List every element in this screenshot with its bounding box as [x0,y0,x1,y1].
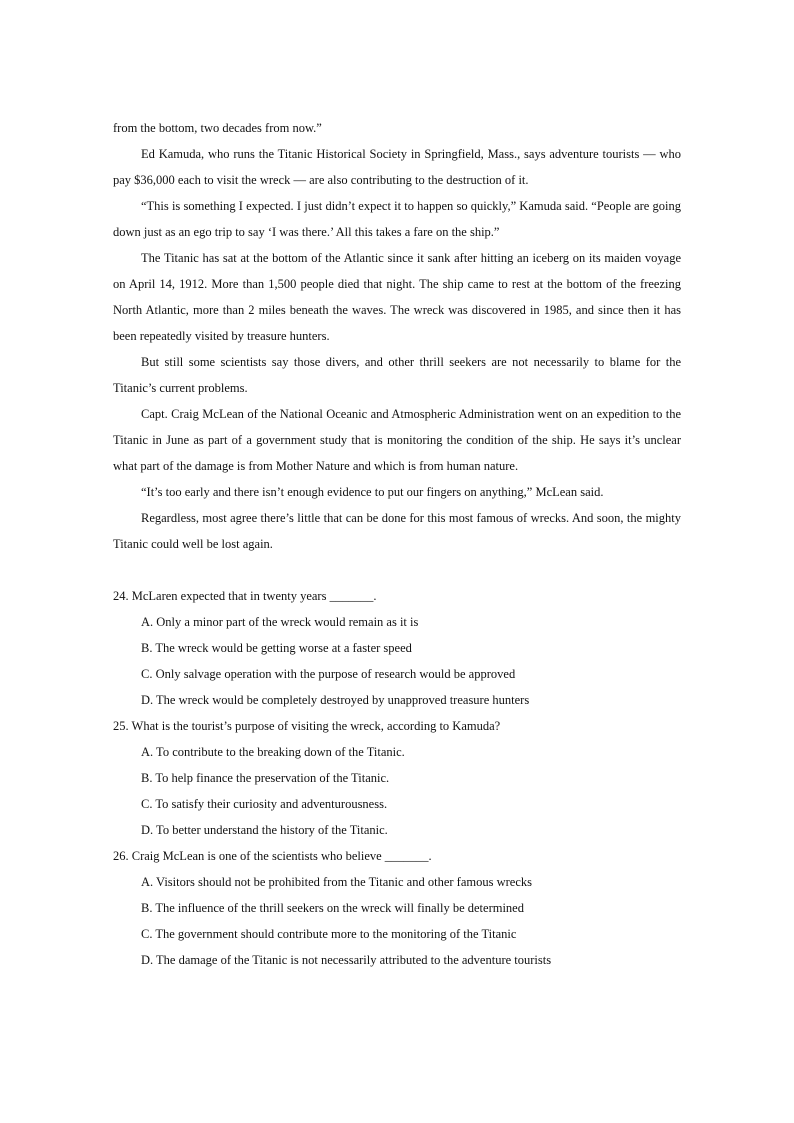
option-c: C. Only salvage operation with the purpose of research would be approved [141,667,516,681]
option-c: C. To satisfy their curiosity and adventurousness. [141,797,388,811]
passage-paragraph-1: from the bottom, two decades from now.” [113,121,322,135]
option-b: B. The influence of the thrill seekers on the wreck will finally be determined [141,901,524,915]
option-b: B. The wreck would be getting worse at a faster speed [141,641,412,655]
option-d: D. To better understand the history of the Titanic. [141,823,388,837]
option-a: A. Visitors should not be prohibited from the Titanic and other famous wrecks [141,875,532,889]
question-stem: 25. What is the tourist’s purpose of visiting the wreck, according to Kamuda? [113,719,501,733]
option-a: A. Only a minor part of the wreck would remain as it is [141,615,419,629]
option-d: D. The wreck would be completely destroyed by unapproved treasure hunters [141,693,530,707]
passage-paragraph-8: Regardless, most agree there’s little that can be done for this most famous of wrecks. And soon, the mighty Titanic could well be lost again. [113,511,681,551]
option-b: B. To help finance the preservation of the Titanic. [141,771,390,785]
option-c: C. The government should contribute more to the monitoring of the Titanic [141,927,517,941]
passage-paragraph-5: But still some scientists say those divers, and other thrill seekers are not necessarily to blame for the Titanic’s current problems. [113,355,681,395]
question-list [113,583,681,973]
passage-paragraph-6: Capt. Craig McLean of the National Oceanic and Atmospheric Administration went on an expedition to the Titanic in June as part of a government study that is monitoring the condition of the ship. He says it’s unclear what part of the damage is from Mother Nature and which is from human nature. [113,407,681,473]
passage-paragraph-2: Ed Kamuda, who runs the Titanic Historical Society in Springfield, Mass., says adventure tourists — who pay $36,000 each to visit the wreck — are also contributing to the destruction of it. [113,147,681,187]
passage-paragraph-4: The Titanic has sat at the bottom of the Atlantic since it sank after hitting an iceberg on its maiden voyage on April 14, 1912. More than 1,500 people died that night. The ship came to rest at the bottom of the freezing North Atlantic, more than 2 miles beneath the waves. The wreck was discovered in 1985, and since then it has been repeatedly visited by treasure hunters. [113,251,681,343]
question-26 [113,843,681,973]
document-page [113,115,681,973]
reading-passage [113,115,681,557]
question-25 [113,713,681,843]
passage-paragraph-7: “It’s too early and there isn’t enough evidence to put our fingers on anything,” McLean said. [141,485,604,499]
option-d: D. The damage of the Titanic is not necessarily attributed to the adventure tourists [141,953,552,967]
passage-paragraph-3: “This is something I expected. I just didn’t expect it to happen so quickly,” Kamuda said. “People are going down just as an ego trip to say ‘I was there.’ All this takes a fare on the ship.” [113,199,681,239]
question-stem: 24. McLaren expected that in twenty years _______. [113,589,377,603]
option-a: A. To contribute to the breaking down of the Titanic. [141,745,405,759]
question-stem: 26. Craig McLean is one of the scientists who believe _______. [113,849,432,863]
question-24 [113,583,681,713]
